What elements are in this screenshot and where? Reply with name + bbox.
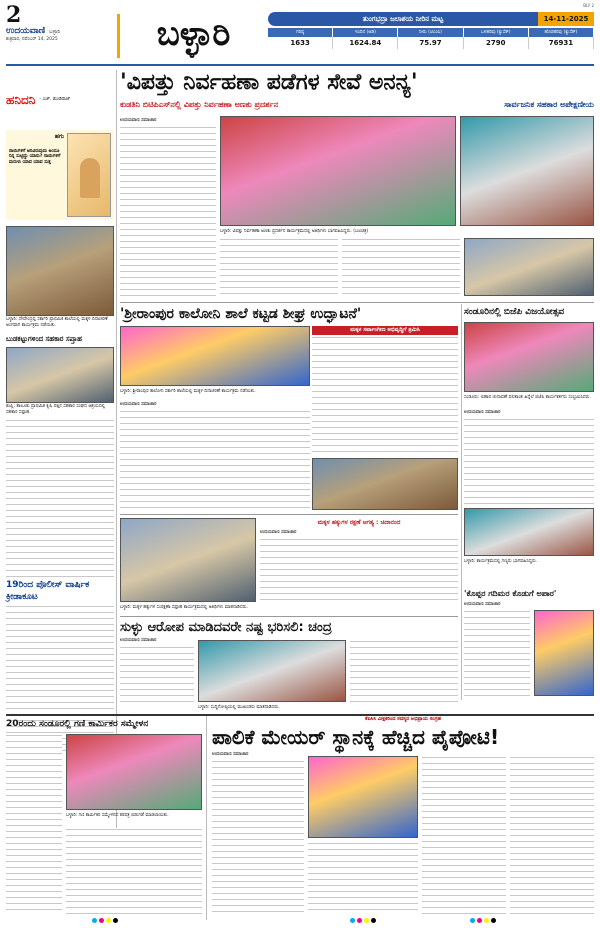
bottom-left-photo: [66, 734, 202, 810]
edition-code: BLY 2: [583, 3, 594, 8]
story3-byline: ಉದಯವಾಣಿ ಸಮಾಚಾರ: [464, 410, 501, 415]
divider-3: [120, 616, 458, 617]
lead-text-col-3: [342, 238, 460, 296]
sidebar-head-2: ಬುಡಕಟ್ಟುಗಳಿಂದ ಸಹಕಾರ ಸಪ್ತಾಹ: [6, 335, 82, 344]
lead-text-col-1: [120, 126, 216, 296]
bottom-left-text-2: [66, 828, 202, 914]
story7-kicker: ಕೆಪಿಸಿಸಿ ವೀಕ್ಷಕರಿಂದ ಸದಸ್ಯರ ಅಭಿಪ್ರಾಯ ಸಂಗ್ರಹ: [365, 716, 441, 722]
story6-byline: ಉದಯವಾಣಿ ಸಮಾಚಾರ: [120, 638, 157, 643]
story7-text-3: [422, 756, 506, 914]
story4-caption: ಬಳ್ಳಾರಿ: ಮಕ್ಕಳ ಹಕ್ಕುಗಳ ಸಂರಕ್ಷಣಾ ಸಪ್ತಾಹ ಕಾರ್ಯಕ್ರಮದಲ್ಲಿ ಅತಿಥಿಗಳು ಮಾತನಾಡಿದರು.: [120, 605, 249, 610]
divider-1: [120, 302, 594, 303]
joke-text: ನಾಯಿಗಳಿಗೆ ಅರಿವಿರುವುದು ಅಂದೂ ನಿನ್ನ ಸುಟ್ಟಿದ್ದು ಯಾರು? ನಾಯಿಗಳಿಗೆ ಮರುಳು ಯಾವ ಯಾವ ಸುತ್ತ: [9, 148, 61, 165]
dam-labels: [268, 28, 594, 37]
story7-text-2: [308, 842, 418, 914]
hani-dani-box: [6, 70, 114, 130]
dam-value: 75.97: [398, 37, 463, 49]
story3-photo: [464, 322, 594, 392]
story4-photo: [120, 518, 256, 602]
sidebar-head-4: 20ರಂದು ಸಂಡೂರಲ್ಲಿ ಗಣಿ ಕಾರ್ಮಿಕರ ಸಮ್ಮೇಳನ: [6, 719, 149, 729]
story3-caption-2: ಬಳ್ಳಾರಿ: ಕಾರ್ಯಕ್ರಮದಲ್ಲಿ ಗಣ್ಯರು ಭಾಗವಹಿಸಿದ್ದರು.: [464, 559, 538, 564]
dam-value: 1624.84: [333, 37, 398, 49]
story7-byline: ಉದಯವಾಣಿ ಸಮಾಚಾರ: [212, 752, 249, 757]
story5-text: [464, 610, 530, 696]
masthead-rule: [6, 64, 594, 66]
paper-name: ಉದಯವಾಣಿ: [6, 26, 46, 36]
story3-headline: ಸಂಡೂರಿನಲ್ಲಿ ಬಿಜೆಪಿ ವಿಜಯೋತ್ಸವ: [464, 307, 565, 317]
lead-photo-1: [220, 116, 456, 226]
story2-byline: ಉದಯವಾಣಿ ಸಮಾಚಾರ: [120, 402, 157, 407]
lead-photo-3: [464, 238, 594, 296]
lead-headline: 'ವಿಪತ್ತು ನಿರ್ವಹಣಾ ಪಡೆಗಳ ಸೇವೆ ಅನನ್ಯ': [120, 70, 418, 95]
story4-text: [260, 538, 458, 602]
story7-text-4: [510, 756, 594, 914]
story7-photo: [308, 756, 418, 838]
dam-label: ಗರಿಷ್ಠ: [268, 28, 333, 37]
story5-byline: ಉದಯವಾಣಿ ಸಮಾಚಾರ: [464, 602, 501, 607]
lead-photo-2: [460, 116, 594, 226]
bottom-left-caption: ಬಳ್ಳಾರಿ: ಗಣಿ ಕಾರ್ಮಿಕರ ಸಮ್ಮೇಳನದ ಕರಪತ್ರ ಬಿಡುಗಡೆ ಮಾಡಲಾಯಿತು.: [66, 813, 169, 818]
sidebar-text-block-2: [6, 605, 114, 755]
dateline: ಶುಕ್ರವಾರ, ನವೆಂಬರ್ 14, 2025: [6, 37, 58, 43]
story7-text-1: [212, 760, 304, 914]
story4-headline: ಮಕ್ಕಳ ಹಕ್ಕುಗಳ ರಕ್ಷಣೆ ಅಗತ್ಯ : ಚಿದಾನಂದ: [260, 518, 458, 528]
dam-value: 76931: [529, 37, 594, 49]
joke-box: [6, 130, 114, 220]
lead-photo-caption: ಬಳ್ಳಾರಿ: ವಿಪತ್ತು ನಿರ್ವಹಣಾ ಅಣಕು ಪ್ರದರ್ಶನ ಕಾರ್ಯಕ್ರಮದಲ್ಲಿ ಅತಿಥಿಗಳು ಭಾಗವಹಿಸಿದ್ದರು. (ಬಲಚಿತ್ರ): [220, 229, 369, 234]
sidebar-photo-1: [6, 226, 114, 316]
dam-date: 14-11-2025: [538, 12, 594, 26]
story2-box-head: ಮಕ್ಕಳ ಸರ್ವಾಂಗೀಣ ಅಭಿವೃದ್ಧಿಗೆ ಶ್ರಮಿಸಿ: [312, 326, 458, 335]
registration-marks-2: [350, 918, 390, 924]
story6-text-1: [120, 646, 194, 702]
page-number: 2: [6, 2, 22, 28]
story6-text-2: [350, 640, 458, 702]
story2-photo: [120, 326, 310, 386]
story2-box-text: [312, 336, 458, 454]
sidebar-head-3: 19ರಿಂದ ಪೊಲೀಸ್ ವಾರ್ಷಿಕ ಕ್ರೀಡಾಕೂಟ: [6, 579, 90, 602]
story3-photo-2: [464, 508, 594, 556]
story6-headline: ಸುಳ್ಳು ಆರೋಪ ಮಾಡಿದವರೇ ನಷ್ಟ ಭರಿಸಲಿ: ಚಂದ್ರ: [120, 620, 332, 635]
story3-text: [464, 418, 594, 506]
lead-subhead-bar: [120, 100, 594, 110]
story4-byline: ಉದಯವಾಣಿ ಸಮಾಚಾರ: [260, 530, 297, 535]
bottom-left-text-1: [6, 734, 62, 914]
bottom-divider: [206, 716, 207, 920]
sidebar-text-block: [6, 419, 114, 577]
sidebar-caption-2: ಕಂಪ್ಲಿ: ತಾಲೂಕು ಪ್ರಾಥಮಿಕ ಕೃಷಿ ಪತ್ತಿನ ಸಹಕಾರ ಸಂಘದ ಆಶ್ರಯದಲ್ಲಿ ಸಹಕಾರ ಸಪ್ತಾಹ.: [6, 404, 106, 415]
masthead-left: [6, 4, 110, 64]
story2-headline: 'ಶ್ರೀರಾಂಪುರ ಕಾಲೋನಿ ಶಾಲೆ ಕಟ್ಟಡ ಶೀಘ್ರ ಉದ್ಘಾಟನೆ': [120, 306, 362, 322]
registration-marks-3: [470, 918, 510, 924]
sidebar-photo-2: [6, 347, 114, 403]
joke-head: ಹಗು: [54, 133, 64, 140]
cartoon-image: [67, 133, 111, 217]
divider-2: [120, 514, 458, 515]
registration-marks-1: [92, 918, 132, 924]
dam-label: ಒಳಹರಿವು (ಕ್ಯುಸೆಕ್): [464, 28, 529, 37]
story7-headline: ಪಾಲಿಕೆ ಮೇಯರ್ ಸ್ಥಾನಕ್ಕೆ ಹೆಚ್ಚಿದ ಪೈಪೋಟಿ!: [212, 725, 500, 749]
story3-caption: ಸಂಡೂರು: ಬಿಹಾರ ಚುನಾವಣೆ ಫಲಿತಾಂಶ ಹಿನ್ನೆಲೆ ಬಿಜೆಪಿ ಕಾರ್ಯಕರ್ತರು ಸಂಭ್ರಮಿಸಿದರು.: [464, 395, 591, 400]
dam-level-box: [268, 12, 594, 62]
dam-label: ಹೊರಹರಿವು (ಕ್ಯುಸೆಕ್): [529, 28, 594, 37]
lead-subhead-2: ಸಾರ್ವಜನಿಕ ಸಹಕಾರ ಅಪೇಕ್ಷಣೀಯ: [504, 100, 594, 109]
dam-value: 1633: [268, 37, 333, 49]
right-col-divider: [461, 304, 462, 700]
edition-name: ಬಳ್ಳಾರಿ: [49, 29, 60, 35]
story2-text: [120, 410, 310, 510]
lead-byline: ಉದಯವಾಣಿ ಸಮಾಚಾರ: [120, 118, 157, 123]
story5-photo: [534, 610, 594, 696]
dam-value: 2790: [464, 37, 529, 49]
story6-caption: ಬಳ್ಳಾರಿ: ಸುದ್ದಿಗೋಷ್ಠಿಯಲ್ಲಿ ಮುಖಂಡರು ಮಾತನಾಡಿದರು.: [198, 705, 280, 710]
city-title: ಬಳ್ಳಾರಿ: [117, 14, 267, 58]
dam-values: [268, 37, 594, 49]
story5-headline: 'ಕೊಪ್ಪರ ಗದಿಮರ ಕೊಡುಗೆ ಅಪಾರ': [464, 589, 557, 598]
dam-title: ತುಂಗಭದ್ರಾ ಜಲಾಶಯ ನೀರಿನ ಮಟ್ಟ: [268, 12, 538, 26]
sidebar-caption-1: ಬಳ್ಳಾರಿ: ದೇವೇಂದ್ರಪ್ಪ ಸರ್ಕಾರಿ ಪ್ರಾಥಮಿಕ ಶಾಲೆಯಲ್ಲಿ ಮಕ್ಕಳ ದಿನಾಚರಣೆ ಅಂಗವಾಗಿ ಕಾರ್ಯಕ್ರಮ ನಡೆಯಿತು.: [6, 317, 108, 328]
hani-dani-logo: ಹನಿದನಿ: [6, 92, 36, 107]
dam-label: ನೀರು (ಟಿಎಂಸಿ): [398, 28, 463, 37]
story6-photo: [198, 640, 346, 702]
story2-caption: ಬಳ್ಳಾರಿ: ಶ್ರೀರಾಂಪುರ ಕಾಲೋನಿ ಸರ್ಕಾರಿ ಶಾಲೆಯಲ್ಲಿ ಮಕ್ಕಳ ದಿನಾಚರಣೆ ಕಾರ್ಯಕ್ರಮ ನಡೆಯಿತು.: [120, 389, 256, 394]
lead-subhead: ಕುಡತಿನಿ ಬಿಟಿಪಿಎಸ್‌ನಲ್ಲಿ ವಿಪತ್ತು ನಿರ್ವಹಣಾ ಅಣಕು ಪ್ರದರ್ಶನ: [120, 100, 279, 109]
story2-photo-2: [312, 458, 458, 510]
lead-text-col-2: [220, 238, 338, 296]
hani-dani-author: - ಎಚ್. ಡುಂಡಿರಾಜ್: [39, 97, 71, 103]
dam-label: ಇಂದಿನ (ಅಡಿ): [333, 28, 398, 37]
